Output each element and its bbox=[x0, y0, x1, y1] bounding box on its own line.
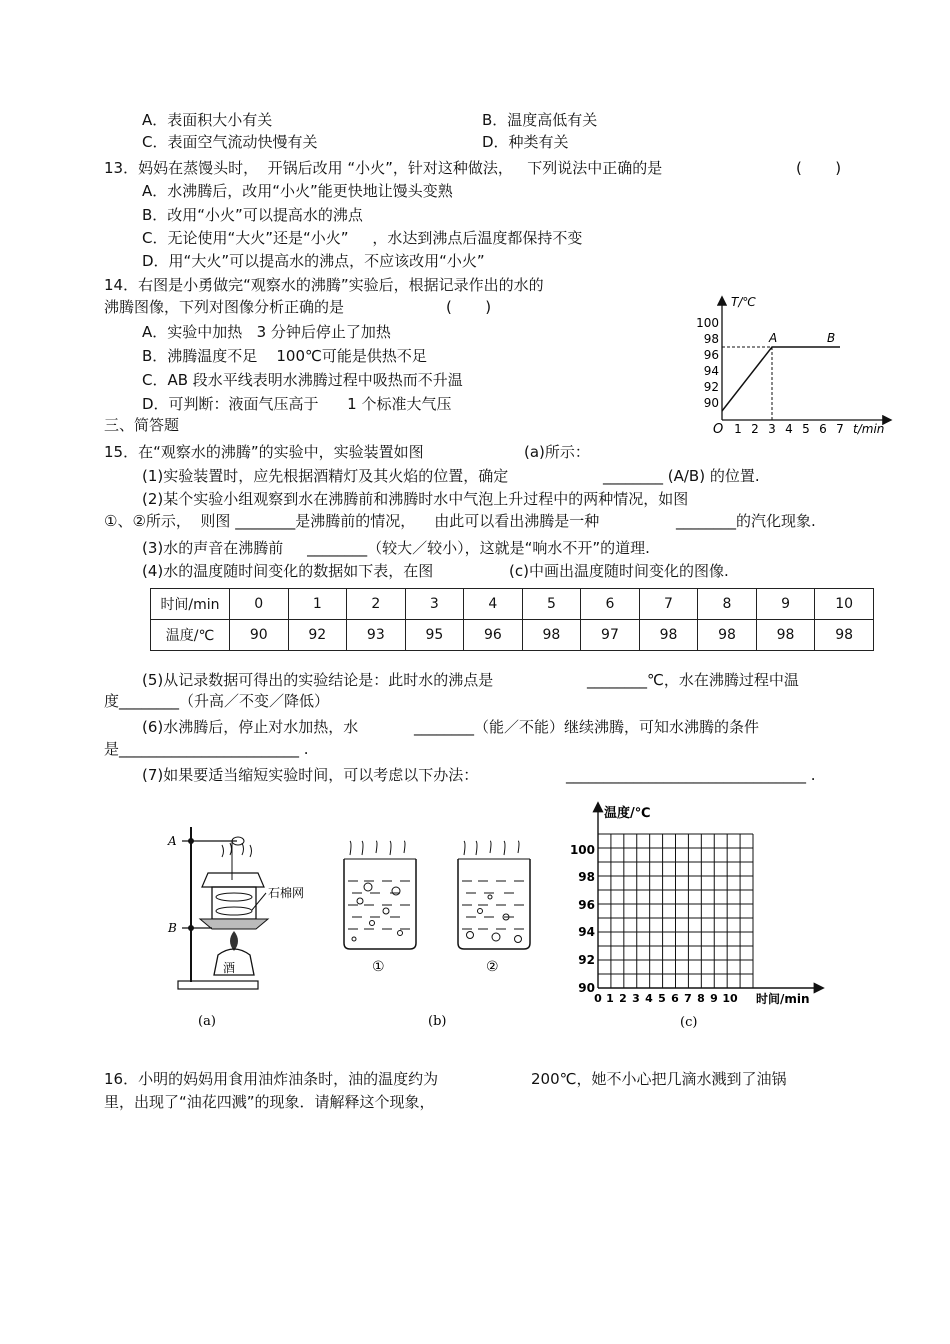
table-cell: 97 bbox=[581, 620, 640, 651]
table-header-temp: 温度/℃ bbox=[151, 620, 230, 651]
table-cell: 1 bbox=[288, 589, 347, 620]
grid-y-tick: 90 bbox=[578, 981, 595, 995]
grid-y-tick: 92 bbox=[578, 953, 595, 967]
q15-part2: (2)某个实验小组观察到水在沸腾前和沸腾时水中气泡上升过程中的两种情况，如图 bbox=[142, 490, 689, 508]
table-cell: 98 bbox=[522, 620, 581, 651]
graph-x-tick: 3 bbox=[768, 422, 776, 436]
graph-y-tick: 92 bbox=[703, 380, 719, 394]
q14-stem-line2: 沸腾图像，下列对图像分析正确的是 bbox=[104, 298, 345, 316]
figure-b-beakers bbox=[330, 835, 560, 1035]
q15-part1-blank: ________ (A/B) 的位置. bbox=[603, 467, 760, 485]
label-beaker-2: ② bbox=[486, 959, 499, 975]
q16-line1: 16．小明的妈妈用食用油炸油条时，油的温度约为 bbox=[104, 1070, 439, 1088]
table-cell: 98 bbox=[756, 620, 815, 651]
graph-x-tick: 2 bbox=[751, 422, 759, 436]
table-cell: 98 bbox=[698, 620, 757, 651]
q14-answer-bracket: ( ) bbox=[446, 298, 492, 316]
q12-option-d: D．种类有关 bbox=[482, 133, 569, 151]
table-cell: 7 bbox=[639, 589, 698, 620]
table-cell: 0 bbox=[230, 589, 289, 620]
grid-x-label: 时间/min bbox=[756, 992, 810, 1006]
table-row-temp bbox=[151, 620, 874, 651]
q13-option-b: B．改用“小火”可以提高水的沸点 bbox=[142, 206, 363, 224]
q15-part4: (4)水的温度随时间变化的数据如下表，在图 bbox=[142, 562, 434, 580]
q12-option-c: C．表面空气流动快慢有关 bbox=[142, 133, 318, 151]
q15-part6-blank: ________（能／不能）继续沸腾，可知水沸腾的条件 bbox=[414, 718, 760, 736]
grid-x-tick: 2 bbox=[619, 992, 627, 1005]
q13-option-d: D．用“大火”可以提高水的沸点，不应该改用“小火” bbox=[142, 252, 485, 270]
graph-x-tick: 6 bbox=[819, 422, 827, 436]
svg-text:酒: 酒 bbox=[223, 961, 236, 975]
grid-lines bbox=[598, 834, 753, 988]
figure-c-grid bbox=[570, 800, 830, 1035]
table-header-time: 时间/min bbox=[151, 589, 230, 620]
table-cell: 6 bbox=[581, 589, 640, 620]
graph-y-tick: 100 bbox=[696, 316, 719, 330]
caption-a: (a) bbox=[198, 1014, 216, 1029]
table-cell: 5 bbox=[522, 589, 581, 620]
graph-x-tick: 7 bbox=[836, 422, 844, 436]
grid-x-tick: 7 bbox=[684, 992, 692, 1005]
table-cell: 8 bbox=[698, 589, 757, 620]
q15-part2-blank: ________的汽化现象. bbox=[676, 512, 816, 530]
q15-part6: (6)水沸腾后，停止对水加热，水 bbox=[142, 718, 359, 736]
section-heading: 三、简答题 bbox=[104, 416, 180, 434]
q14-option-a: A．实验中加热 3 分钟后停止了加热 bbox=[142, 323, 391, 341]
q15-stem: 15．在“观察水的沸腾”的实验中，实验装置如图 bbox=[104, 443, 424, 461]
graph-point-b: B bbox=[827, 331, 836, 345]
graph-x-tick: 4 bbox=[785, 422, 793, 436]
table-cell: 92 bbox=[288, 620, 347, 651]
q16-line1-cont: 200℃，她不小心把几滴水溅到了油锅 bbox=[531, 1070, 787, 1088]
q13-option-a: A．水沸腾后，改用“小火”能更快地让馒头变熟 bbox=[142, 182, 453, 200]
grid-y-tick: 96 bbox=[578, 898, 595, 912]
table-cell: 93 bbox=[347, 620, 406, 651]
table-cell: 98 bbox=[639, 620, 698, 651]
grid-x-tick: 6 bbox=[671, 992, 679, 1005]
q16-line2: 里，出现了“油花四溅”的现象．请解释这个现象， bbox=[104, 1093, 435, 1111]
table-cell: 96 bbox=[464, 620, 523, 651]
table-cell: 10 bbox=[815, 589, 874, 620]
grid-y-label: 温度/℃ bbox=[604, 806, 651, 821]
table-cell: 98 bbox=[815, 620, 874, 651]
graph-point-a: A bbox=[769, 331, 778, 345]
q15-part1: (1)实验装置时，应先根据酒精灯及其火焰的位置，确定 bbox=[142, 467, 509, 485]
label-gauze: 石棉网 bbox=[268, 886, 305, 900]
caption-b: (b) bbox=[428, 1014, 447, 1029]
grid-x-tick: 10 bbox=[722, 992, 738, 1005]
q15-part5: (5)从记录数据可得出的实验结论是：此时水的沸点是 bbox=[142, 671, 494, 689]
q15-part5-blank: ________℃，水在沸腾过程中温 bbox=[587, 671, 799, 689]
q13-answer-bracket: ( ) bbox=[796, 159, 842, 177]
q14-stem-line1: 14．右图是小勇做完“观察水的沸腾”实验后，根据记录作出的水的 bbox=[104, 276, 544, 294]
grid-y-tick: 100 bbox=[570, 843, 595, 857]
q12-option-b: B．温度高低有关 bbox=[482, 111, 598, 129]
q15-part4-cont: (c)中画出温度随时间变化的图像. bbox=[509, 562, 729, 580]
q14-option-b: B．沸腾温度不足 100℃可能是供热不足 bbox=[142, 347, 427, 365]
graph-y-tick: 90 bbox=[703, 396, 719, 410]
table-cell: 4 bbox=[464, 589, 523, 620]
grid-y-tick: 98 bbox=[578, 870, 595, 884]
graph-y-label: T/℃ bbox=[731, 295, 756, 309]
table-cell: 95 bbox=[405, 620, 464, 651]
q14-boiling-graph bbox=[695, 290, 900, 440]
q15-stem-ref: (a)所示： bbox=[524, 443, 590, 461]
q15-part5-cont: 度________（升高／不变／降低） bbox=[104, 692, 330, 710]
graph-line bbox=[722, 347, 840, 411]
q15-part7: (7)如果要适当缩短实验时间，可以考虑以下办法： bbox=[142, 766, 479, 784]
grid-x-tick: 4 bbox=[645, 992, 653, 1005]
q13-stem: 13．妈妈在蒸馒头时， 开锅后改用 “小火”，针对这种做法， 下列说法中正确的是 bbox=[104, 159, 663, 177]
temperature-table bbox=[150, 588, 874, 651]
table-cell: 9 bbox=[756, 589, 815, 620]
table-row-time bbox=[151, 589, 874, 620]
graph-y-tick: 98 bbox=[703, 332, 719, 346]
beaker-2 bbox=[458, 841, 530, 975]
grid-x-tick: 3 bbox=[632, 992, 640, 1005]
table-cell: 3 bbox=[405, 589, 464, 620]
q12-option-a: A．表面积大小有关 bbox=[142, 111, 273, 129]
label-beaker-1: ① bbox=[372, 959, 385, 975]
q14-option-c: C．AB 段水平线表明水沸腾过程中吸热而不升温 bbox=[142, 371, 463, 389]
q15-part7-blank: ________________________________ . bbox=[566, 766, 816, 784]
graph-x-tick: 5 bbox=[802, 422, 810, 436]
caption-c: (c) bbox=[680, 1015, 698, 1030]
grid-x-tick: 5 bbox=[658, 992, 666, 1005]
q15-part6-cont: 是________________________ . bbox=[104, 740, 309, 758]
q15-part2-cont: ①、②所示， 则图 ________是沸腾前的情况， 由此可以看出沸腾是一种 bbox=[104, 512, 600, 530]
label-a: A bbox=[168, 834, 177, 848]
graph-x-label: t/min bbox=[853, 422, 885, 436]
graph-y-tick: 96 bbox=[703, 348, 719, 362]
q13-option-c: C．无论使用“大火”还是“小火” ，水达到沸点后温度都保持不变 bbox=[142, 229, 583, 247]
q15-part3: (3)水的声音在沸腾前 ________（较大／较小），这就是“响水不开”的道理. bbox=[142, 539, 650, 557]
grid-x-tick: 9 bbox=[710, 992, 718, 1005]
grid-y-tick: 94 bbox=[578, 925, 595, 939]
grid-x-tick: 1 bbox=[606, 992, 614, 1005]
table-cell: 2 bbox=[347, 589, 406, 620]
graph-x-tick: 1 bbox=[734, 422, 742, 436]
table-cell: 90 bbox=[230, 620, 289, 651]
graph-origin: O bbox=[713, 422, 724, 437]
grid-x-tick: 0 bbox=[594, 992, 602, 1005]
grid-x-tick: 8 bbox=[697, 992, 705, 1005]
figure-a-apparatus bbox=[160, 815, 320, 1035]
label-b: B bbox=[168, 921, 177, 935]
graph-y-tick: 94 bbox=[703, 364, 719, 378]
beaker-1 bbox=[344, 841, 416, 975]
q14-option-d: D．可判断：液面气压高于 1 个标准大气压 bbox=[142, 395, 452, 413]
